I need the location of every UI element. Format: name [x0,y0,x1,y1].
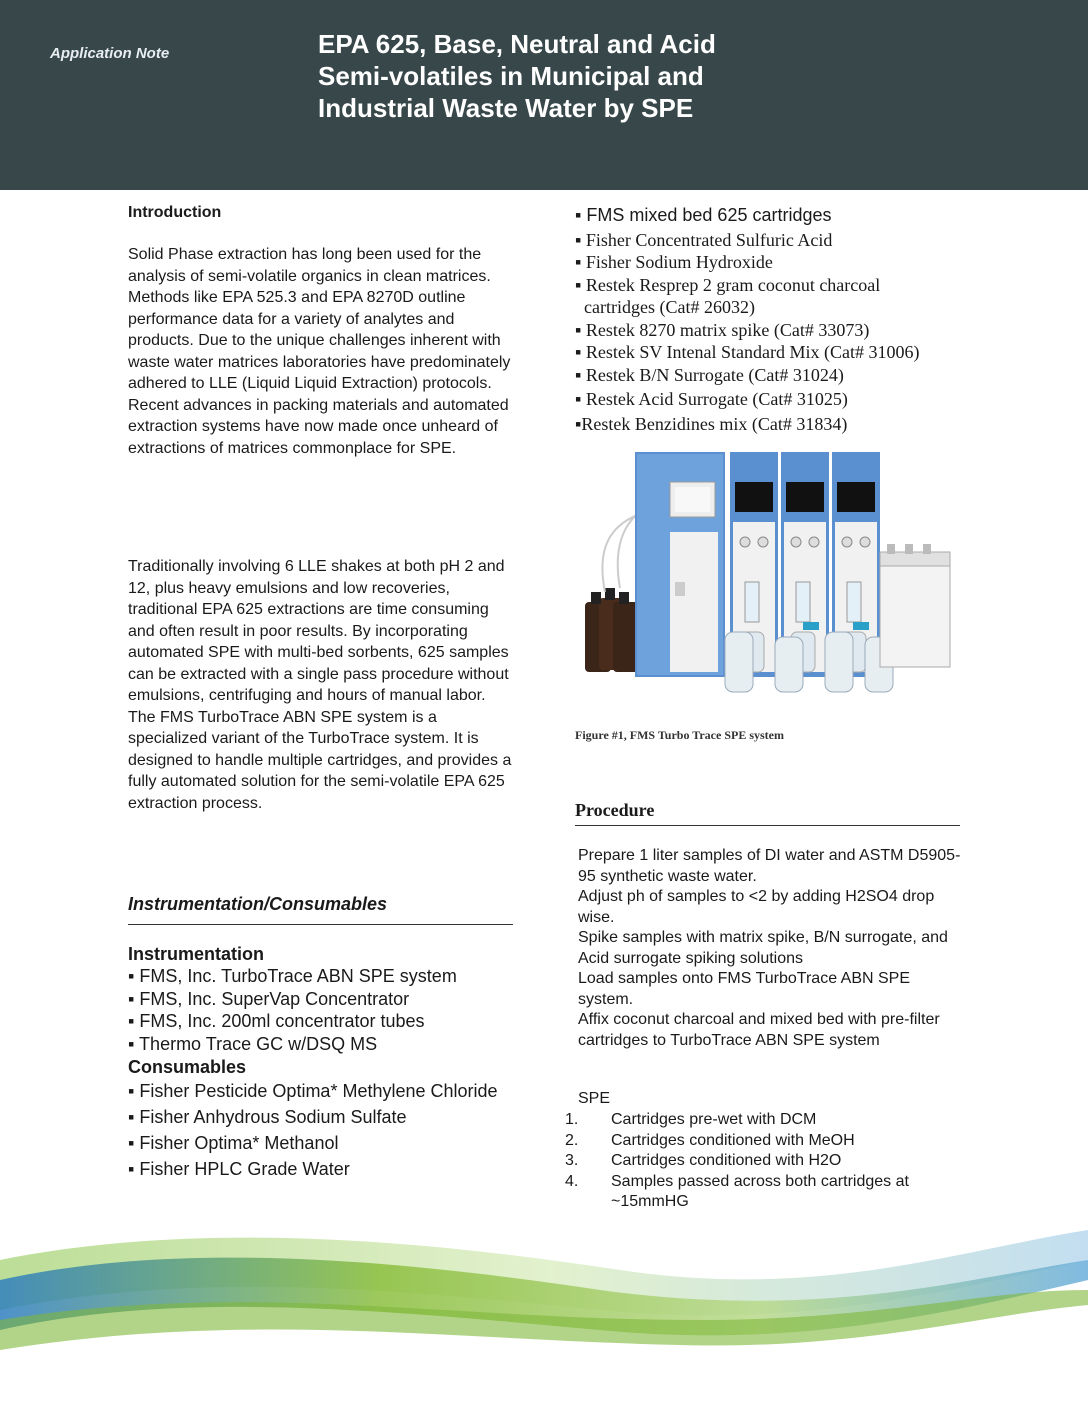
instrumentation-list [128,965,528,1055]
spe-steps-list [565,1110,955,1213]
step-text: Cartridges conditioned with MeOH [611,1131,855,1149]
consumables-subheading: Consumables [128,1057,247,1077]
procedure-step: Load samples onto FMS TurboTrace ABN SPE system. [578,970,911,1008]
list-item: ▪ FMS, Inc. TurboTrace ABN SPE system [128,966,457,986]
list-item: ▪ Restek SV Intenal Standard Mix (Cat# 31006) [575,342,920,362]
instrumentation-block [128,944,528,1182]
title-line: Semi-volatiles in Municipal and [318,61,704,91]
step-number: 2. [565,1131,579,1149]
list-item: ▪ Fisher HPLC Grade Water [128,1159,350,1179]
intro-paragraph-2: Traditionally involving 6 LLE shakes at both pH 2 and 12, plus heavy emulsions and low recoveries, traditional EPA 625 extractions are time consuming and often result in poor results. By incorporating automated SPE with multi-bed sorbents, 625 samples can be extracted with a single pass procedure without emulsions, centrifuging and hours of manual labor. The FMS TurboTrace ABN SPE system is a specialized variant of the TurboTrace system. It is designed to handle multiple cartridges, and provides a fully automated solution for the semi-volatile EPA 625 extraction process. [128,558,512,812]
list-item: ▪ Fisher Optima* Methanol [128,1133,339,1153]
title-line: EPA 625, Base, Neutral and Acid [318,29,716,59]
introduction-heading: Introduction [128,204,222,221]
list-item: ▪ Restek B/N Surrogate (Cat# 31024) [575,364,844,385]
decorative-wave-footer [0,1200,1088,1370]
spe-step [565,1151,955,1172]
list-item: cartridges (Cat# 26032) [575,297,755,317]
list-item: ▪ Restek Acid Surrogate (Cat# 31025) [575,389,848,409]
list-item: ▪ Thermo Trace GC w/DSQ MS [128,1033,378,1054]
step-number: 4. [565,1172,579,1190]
list-item: ▪ Fisher Anhydrous Sodium Sulfate [128,1107,407,1127]
step-number: 3. [565,1152,579,1169]
reagents-list [575,229,965,436]
consumables-list [128,1078,528,1182]
list-item: ▪ FMS, Inc. 200ml concentrator tubes [128,1011,425,1031]
consumables-continued-list [575,204,965,227]
list-item: ▪ FMS, Inc. SuperVap Concentrator [128,988,410,1009]
step-number: 1. [565,1111,579,1128]
procedure-step: Prepare 1 liter samples of DI water and ASTM D5905-95 synthetic waste water. [578,847,961,885]
procedure-list [578,846,963,1051]
spe-step [565,1110,955,1131]
list-item: ▪Restek Benzidines mix (Cat# 31834) [575,413,848,434]
list-item: ▪ Fisher Concentrated Sulfuric Acid [575,229,833,250]
list-item: ▪ Fisher Pesticide Optima* Methylene Chloride [128,1081,498,1101]
turbotrace-system-figure [575,452,965,704]
section-divider [575,825,960,826]
application-note-label: Application Note [50,45,170,62]
step-text: Cartridges conditioned with H2O [611,1152,842,1169]
figure-caption: Figure #1, FMS Turbo Trace SPE system [575,728,785,742]
spe-step [565,1131,955,1152]
procedure-step: Adjust ph of samples to <2 by adding H2SO4 drop wise. [578,888,935,926]
list-item: ▪ FMS mixed bed 625 cartridges [575,205,832,225]
intro-paragraph-1: Solid Phase extraction has long been used for the analysis of semi-volatile organics in clean matrices. Methods like EPA 525.3 and EPA 8270D outline performance data for a variety of analytes and products. Due to the unique challenges inherent with waste water matrices laboratories have predominately adhered to LLE (Liquid Liquid Extraction) protocols. Recent advances in packing materials and automated extraction systems have now made once unheard of extractions of matrices commonplace for SPE. [128,246,511,457]
list-item: ▪ Fisher Sodium Hydroxide [575,252,773,272]
procedure-step: Affix coconut charcoal and mixed bed with pre-filter cartridges to TurboTrace ABN SPE system [578,1011,940,1049]
title-line: Industrial Waste Water by SPE [318,93,694,123]
list-item: ▪ Restek 8270 matrix spike (Cat# 33073) [575,319,870,340]
procedure-heading: Procedure [575,800,655,820]
instrumentation-subheading: Instrumentation [128,944,265,964]
list-item: ▪ Restek Resprep 2 gram coconut charcoal [575,274,881,295]
procedure-step: Spike samples with matrix spike, B/N surrogate, and Acid surrogate spiking solutions [578,929,948,967]
step-text: Samples passed across both cartridges at ~15mmHG [611,1172,909,1210]
step-text: Cartridges pre-wet with DCM [611,1111,817,1128]
section-divider [128,924,513,925]
left-column [128,204,513,1179]
right-column [565,204,965,1210]
document-title [318,28,1018,124]
spe-heading: SPE [578,1090,611,1107]
instrumentation-consumables-heading: Instrumentation/Consumables [128,894,388,914]
header-banner [0,0,1088,190]
